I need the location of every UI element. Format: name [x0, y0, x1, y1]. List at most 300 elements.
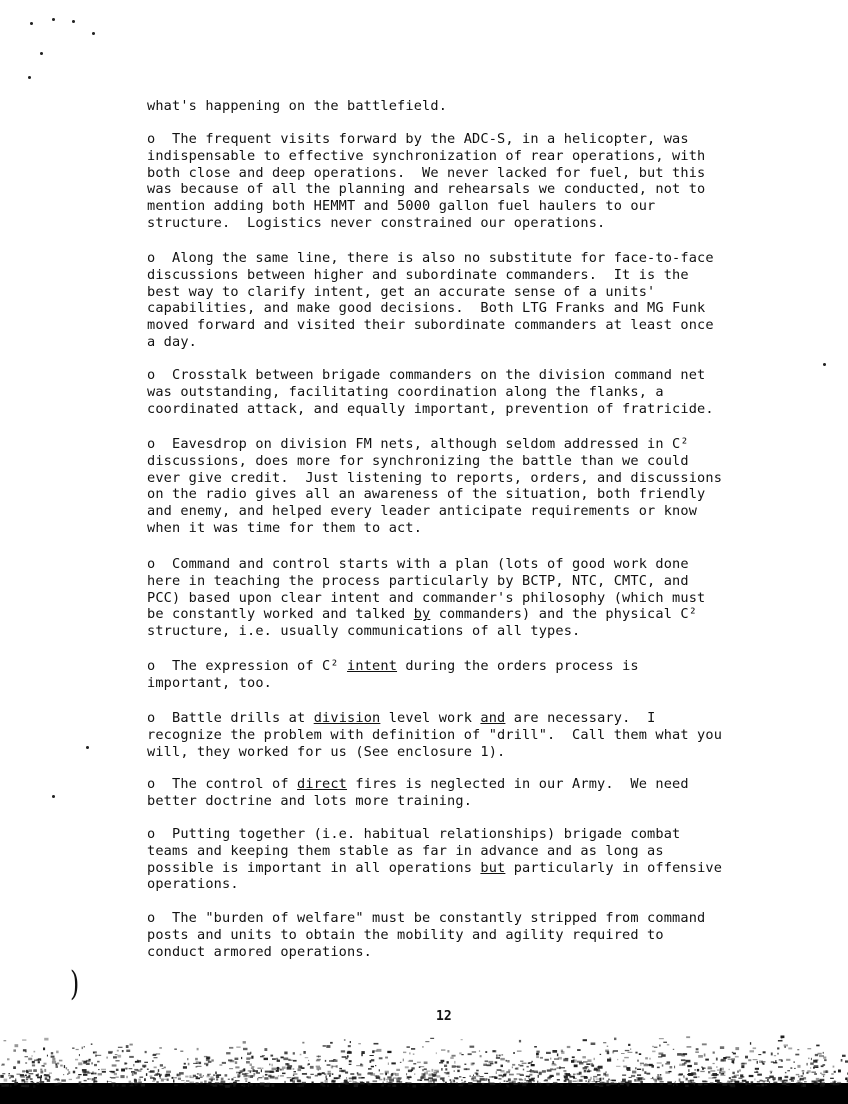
text-run: are necessary. I recognize the problem with definition of "drill". Call them what you will, they worked for us (See enclosure 1).	[147, 710, 723, 760]
noise-speck	[781, 1060, 783, 1062]
noise-speck	[778, 1066, 783, 1067]
noise-speck	[368, 1068, 372, 1070]
noise-speck	[371, 1066, 374, 1068]
noise-speck	[552, 1063, 556, 1065]
paragraph-6	[147, 658, 747, 692]
noise-speck	[627, 1084, 629, 1087]
noise-speck	[687, 1065, 692, 1067]
noise-speck	[626, 1082, 628, 1084]
noise-speck	[554, 1058, 559, 1059]
noise-speck	[327, 1073, 331, 1075]
noise-speck	[246, 1061, 250, 1064]
noise-speck	[203, 1075, 204, 1077]
noise-speck	[383, 1082, 384, 1084]
paragraph-10	[147, 910, 747, 960]
noise-speck	[430, 1038, 434, 1039]
noise-speck	[159, 1047, 162, 1049]
noise-speck	[164, 1079, 166, 1080]
noise-speck	[346, 1058, 348, 1060]
noise-speck	[588, 1081, 589, 1082]
noise-speck	[466, 1068, 470, 1070]
noise-speck	[523, 1069, 524, 1071]
noise-speck	[679, 1064, 682, 1066]
noise-speck	[667, 1081, 672, 1083]
noise-speck	[263, 1076, 264, 1078]
noise-speck	[773, 1082, 777, 1084]
noise-speck	[345, 1082, 349, 1085]
noise-speck	[248, 1075, 249, 1078]
noise-speck	[632, 1071, 636, 1074]
noise-speck	[174, 1049, 177, 1050]
noise-speck	[17, 1074, 21, 1076]
noise-speck	[278, 1075, 279, 1076]
noise-speck	[489, 1061, 494, 1064]
noise-speck	[630, 1048, 631, 1050]
page-number: 12	[436, 1009, 452, 1024]
noise-speck	[787, 1070, 790, 1071]
noise-speck	[794, 1062, 795, 1063]
noise-speck	[4, 1040, 7, 1041]
noise-speck	[537, 1081, 538, 1084]
noise-speck	[574, 1065, 578, 1068]
noise-speck	[500, 1082, 501, 1085]
noise-speck	[199, 1074, 201, 1077]
noise-speck	[32, 1082, 34, 1084]
noise-speck	[432, 1074, 436, 1077]
noise-speck	[721, 1073, 725, 1074]
noise-speck	[450, 1057, 453, 1059]
noise-speck	[529, 1074, 532, 1076]
noise-speck	[347, 1052, 352, 1054]
noise-speck	[517, 1050, 522, 1052]
noise-speck	[470, 1075, 471, 1077]
noise-speck	[617, 1059, 618, 1060]
noise-speck	[375, 1065, 376, 1066]
noise-speck	[51, 1056, 55, 1058]
noise-speck	[44, 1038, 48, 1041]
noise-speck	[353, 1081, 357, 1084]
noise-speck	[49, 1073, 52, 1074]
noise-speck	[682, 1054, 686, 1057]
noise-speck	[94, 1073, 96, 1075]
noise-speck	[284, 1081, 286, 1084]
noise-speck	[657, 1074, 659, 1077]
noise-speck	[262, 1055, 265, 1056]
noise-speck	[360, 1064, 362, 1066]
text-run: o Eavesdrop on division FM nets, although seldom addressed in C² discussions, does more for synchronizing the battle than we could ever give credit. Just listening to reports, orders, and discussions on the radio gives all an awareness of the situation, both friendly and enemy, and helped every leader anticipate requirements or know when it was time for them to act.	[147, 436, 723, 536]
noise-speck	[740, 1082, 744, 1083]
noise-speck	[826, 1070, 828, 1073]
noise-speck	[811, 1072, 816, 1073]
noise-speck	[637, 1074, 641, 1076]
noise-speck	[749, 1075, 754, 1077]
noise-speck	[487, 1064, 492, 1066]
noise-speck	[807, 1048, 811, 1049]
noise-speck	[618, 1082, 619, 1084]
noise-speck	[299, 1084, 304, 1087]
noise-speck	[221, 1078, 224, 1081]
noise-speck	[538, 1075, 539, 1078]
noise-speck	[130, 1085, 134, 1087]
noise-speck	[640, 1065, 641, 1066]
noise-speck	[223, 1085, 226, 1086]
noise-speck	[564, 1073, 566, 1075]
noise-speck	[759, 1080, 762, 1082]
noise-speck	[344, 1079, 348, 1081]
noise-speck	[180, 1051, 183, 1052]
margin-parenthesis: )	[69, 964, 80, 1004]
noise-speck	[102, 1071, 106, 1073]
noise-speck	[652, 1046, 653, 1047]
noise-speck	[815, 1054, 818, 1056]
paragraph-1	[147, 131, 747, 232]
noise-speck	[452, 1082, 456, 1083]
noise-speck	[639, 1083, 641, 1085]
noise-speck	[441, 1060, 445, 1062]
noise-speck	[230, 1060, 235, 1062]
noise-speck	[634, 1079, 636, 1082]
noise-speck	[424, 1072, 428, 1075]
noise-speck	[750, 1050, 755, 1052]
noise-speck	[520, 1061, 523, 1063]
noise-speck	[349, 1081, 352, 1082]
noise-speck	[659, 1045, 660, 1047]
noise-speck	[226, 1052, 230, 1054]
noise-speck	[530, 1069, 532, 1070]
noise-speck	[82, 1071, 87, 1073]
noise-speck	[662, 1064, 664, 1066]
noise-speck	[640, 1063, 644, 1065]
noise-speck	[781, 1036, 785, 1039]
noise-speck	[116, 1076, 119, 1078]
noise-speck	[75, 1059, 78, 1061]
noise-speck	[454, 1061, 455, 1064]
noise-speck	[83, 1074, 87, 1076]
noise-speck	[833, 1066, 835, 1068]
noise-speck	[698, 1055, 703, 1058]
noise-speck	[271, 1084, 274, 1087]
noise-speck	[536, 1051, 539, 1053]
noise-speck	[428, 1081, 432, 1083]
noise-speck	[626, 1067, 630, 1070]
noise-speck	[546, 1052, 551, 1054]
noise-speck	[595, 1081, 600, 1082]
noise-speck	[756, 1071, 758, 1073]
noise-speck	[490, 1083, 495, 1086]
noise-speck	[695, 1052, 699, 1053]
noise-speck	[152, 1060, 154, 1062]
noise-speck	[265, 1074, 268, 1076]
text-run: during the orders process is important, too.	[147, 658, 639, 691]
noise-speck	[257, 1068, 261, 1070]
noise-speck	[67, 1069, 69, 1070]
noise-speck	[735, 1047, 739, 1050]
noise-speck	[40, 1078, 42, 1081]
noise-speck	[206, 1083, 210, 1084]
noise-speck	[822, 1074, 826, 1076]
noise-speck	[564, 1080, 567, 1082]
noise-speck	[408, 1078, 409, 1080]
noise-speck	[519, 1078, 522, 1080]
noise-speck	[588, 1083, 590, 1085]
noise-speck	[152, 1081, 155, 1082]
noise-speck	[811, 1058, 812, 1060]
scan-noise-band	[0, 1025, 848, 1104]
noise-speck	[832, 1081, 836, 1083]
noise-speck	[407, 1082, 412, 1083]
noise-speck	[643, 1079, 646, 1080]
noise-speck	[385, 1057, 388, 1059]
noise-speck	[501, 1065, 504, 1068]
noise-speck	[264, 1077, 268, 1080]
noise-speck	[575, 1078, 577, 1079]
noise-speck	[728, 1059, 732, 1060]
noise-speck	[219, 1084, 223, 1085]
noise-speck	[810, 1063, 814, 1065]
noise-speck	[75, 1067, 77, 1069]
noise-speck	[126, 1068, 128, 1070]
noise-speck	[674, 1082, 675, 1085]
noise-speck	[28, 1058, 32, 1061]
noise-speck	[688, 1069, 689, 1072]
noise-speck	[716, 1058, 718, 1061]
noise-speck	[845, 1078, 847, 1080]
noise-speck	[445, 1082, 447, 1084]
noise-speck	[384, 1078, 386, 1081]
noise-speck	[300, 1054, 302, 1056]
noise-speck	[256, 1072, 260, 1073]
noise-speck	[545, 1079, 548, 1081]
noise-speck	[609, 1057, 611, 1058]
noise-speck	[248, 1084, 249, 1087]
noise-speck	[134, 1072, 137, 1075]
noise-speck	[350, 1073, 354, 1074]
noise-speck	[463, 1077, 466, 1078]
noise-speck	[590, 1063, 593, 1066]
noise-speck	[396, 1069, 400, 1071]
noise-speck	[704, 1054, 706, 1057]
noise-speck	[86, 1063, 90, 1065]
noise-speck	[613, 1050, 618, 1051]
noise-speck	[797, 1065, 800, 1068]
noise-speck	[312, 1082, 314, 1084]
noise-speck	[59, 1060, 63, 1062]
noise-speck	[470, 1046, 475, 1048]
noise-speck	[37, 1077, 41, 1079]
noise-speck	[618, 1085, 620, 1087]
noise-speck	[546, 1083, 549, 1085]
noise-speck	[144, 1062, 148, 1063]
noise-speck	[153, 1054, 157, 1055]
noise-speck	[837, 1082, 841, 1085]
noise-speck	[441, 1068, 442, 1071]
noise-speck	[798, 1076, 800, 1078]
noise-speck	[287, 1063, 290, 1065]
noise-speck	[411, 1067, 414, 1069]
noise-speck	[781, 1080, 785, 1082]
noise-speck	[622, 1075, 626, 1076]
noise-speck	[23, 1049, 27, 1051]
noise-speck	[167, 1079, 169, 1081]
noise-speck	[380, 1073, 384, 1074]
noise-speck	[393, 1078, 396, 1079]
noise-speck	[245, 1080, 247, 1082]
scan-speck	[86, 746, 89, 749]
noise-speck	[820, 1073, 821, 1075]
noise-speck	[589, 1070, 590, 1071]
noise-speck	[310, 1066, 314, 1069]
noise-speck	[557, 1079, 560, 1080]
noise-speck	[25, 1075, 27, 1077]
noise-speck	[439, 1062, 443, 1064]
noise-speck	[370, 1060, 372, 1063]
noise-speck	[405, 1066, 409, 1068]
noise-speck	[68, 1071, 70, 1074]
noise-speck	[477, 1075, 481, 1077]
noise-speck	[116, 1069, 119, 1071]
noise-speck	[331, 1065, 333, 1068]
noise-speck	[164, 1067, 166, 1069]
noise-speck	[280, 1069, 282, 1071]
noise-speck	[270, 1076, 275, 1079]
noise-speck	[393, 1084, 395, 1087]
noise-speck	[326, 1045, 330, 1048]
noise-speck	[609, 1083, 612, 1086]
noise-speck	[38, 1074, 39, 1077]
noise-speck	[631, 1075, 635, 1077]
noise-speck	[267, 1083, 271, 1086]
noise-speck	[607, 1051, 610, 1054]
noise-speck	[325, 1060, 326, 1062]
noise-speck	[5, 1084, 9, 1086]
noise-speck	[207, 1075, 210, 1077]
noise-speck	[25, 1056, 29, 1057]
noise-speck	[200, 1077, 203, 1078]
noise-speck	[373, 1080, 378, 1082]
noise-speck	[341, 1070, 345, 1073]
noise-speck	[154, 1057, 158, 1058]
noise-speck	[509, 1074, 514, 1076]
noise-speck	[657, 1078, 659, 1080]
paragraph-0	[147, 98, 747, 115]
noise-speck	[160, 1077, 161, 1079]
noise-speck	[395, 1073, 399, 1076]
noise-speck	[147, 1069, 149, 1071]
noise-speck	[657, 1062, 662, 1063]
noise-speck	[358, 1043, 361, 1044]
noise-speck	[199, 1062, 202, 1064]
noise-speck	[228, 1079, 230, 1080]
noise-speck	[9, 1077, 10, 1079]
noise-speck	[586, 1063, 590, 1065]
noise-speck	[76, 1078, 80, 1079]
noise-speck	[459, 1084, 464, 1086]
text-run: o The control of	[147, 776, 298, 792]
noise-speck	[456, 1082, 458, 1084]
noise-speck	[705, 1059, 709, 1061]
noise-speck	[572, 1056, 575, 1058]
noise-speck	[651, 1083, 652, 1084]
noise-speck	[506, 1071, 510, 1073]
noise-speck	[507, 1060, 509, 1063]
noise-speck	[788, 1048, 792, 1050]
noise-speck	[616, 1066, 620, 1067]
noise-speck	[721, 1059, 726, 1062]
noise-speck	[536, 1056, 539, 1058]
noise-speck	[412, 1085, 416, 1088]
noise-speck	[112, 1064, 117, 1066]
noise-speck	[149, 1071, 153, 1072]
noise-speck	[40, 1071, 43, 1074]
noise-speck	[107, 1057, 108, 1059]
noise-speck	[733, 1083, 734, 1085]
noise-speck	[129, 1081, 132, 1084]
noise-speck	[790, 1067, 792, 1069]
noise-speck	[547, 1077, 550, 1080]
noise-speck	[803, 1077, 806, 1079]
noise-speck	[348, 1045, 351, 1047]
noise-speck	[815, 1060, 818, 1061]
noise-speck	[213, 1074, 215, 1076]
noise-speck	[816, 1061, 818, 1062]
noise-speck	[518, 1064, 520, 1065]
noise-speck	[173, 1079, 174, 1080]
noise-speck	[258, 1077, 262, 1078]
noise-speck	[735, 1056, 739, 1058]
noise-speck	[668, 1084, 672, 1086]
noise-speck	[233, 1077, 236, 1078]
noise-speck	[527, 1066, 529, 1068]
noise-speck	[208, 1082, 211, 1084]
noise-speck	[660, 1074, 661, 1076]
noise-speck	[272, 1058, 276, 1060]
noise-speck	[45, 1074, 49, 1076]
noise-speck	[216, 1074, 221, 1076]
noise-speck	[153, 1078, 156, 1081]
text-run: what's happening on the battlefield.	[147, 98, 448, 114]
noise-speck	[302, 1042, 304, 1044]
noise-speck	[622, 1079, 626, 1082]
noise-speck	[301, 1067, 304, 1069]
noise-speck	[742, 1063, 747, 1065]
noise-speck	[496, 1076, 497, 1079]
noise-speck	[455, 1078, 458, 1080]
noise-speck	[195, 1058, 198, 1061]
noise-speck	[607, 1059, 611, 1062]
noise-speck	[117, 1055, 121, 1058]
noise-speck	[319, 1073, 321, 1076]
noise-speck	[673, 1085, 674, 1087]
noise-speck	[823, 1064, 826, 1066]
noise-speck	[680, 1081, 684, 1083]
noise-speck	[246, 1085, 247, 1086]
noise-speck	[83, 1062, 86, 1064]
noise-speck	[310, 1074, 313, 1075]
noise-speck	[480, 1055, 482, 1057]
noise-speck	[508, 1078, 511, 1081]
noise-speck	[409, 1052, 411, 1054]
noise-speck	[635, 1052, 637, 1054]
noise-speck	[318, 1055, 319, 1057]
text-run: level work	[380, 710, 481, 726]
noise-speck	[246, 1057, 251, 1059]
noise-speck	[492, 1050, 496, 1052]
noise-speck	[556, 1073, 560, 1076]
noise-speck	[479, 1050, 480, 1052]
noise-speck	[824, 1059, 827, 1061]
noise-speck	[84, 1080, 87, 1081]
noise-speck	[573, 1081, 577, 1082]
